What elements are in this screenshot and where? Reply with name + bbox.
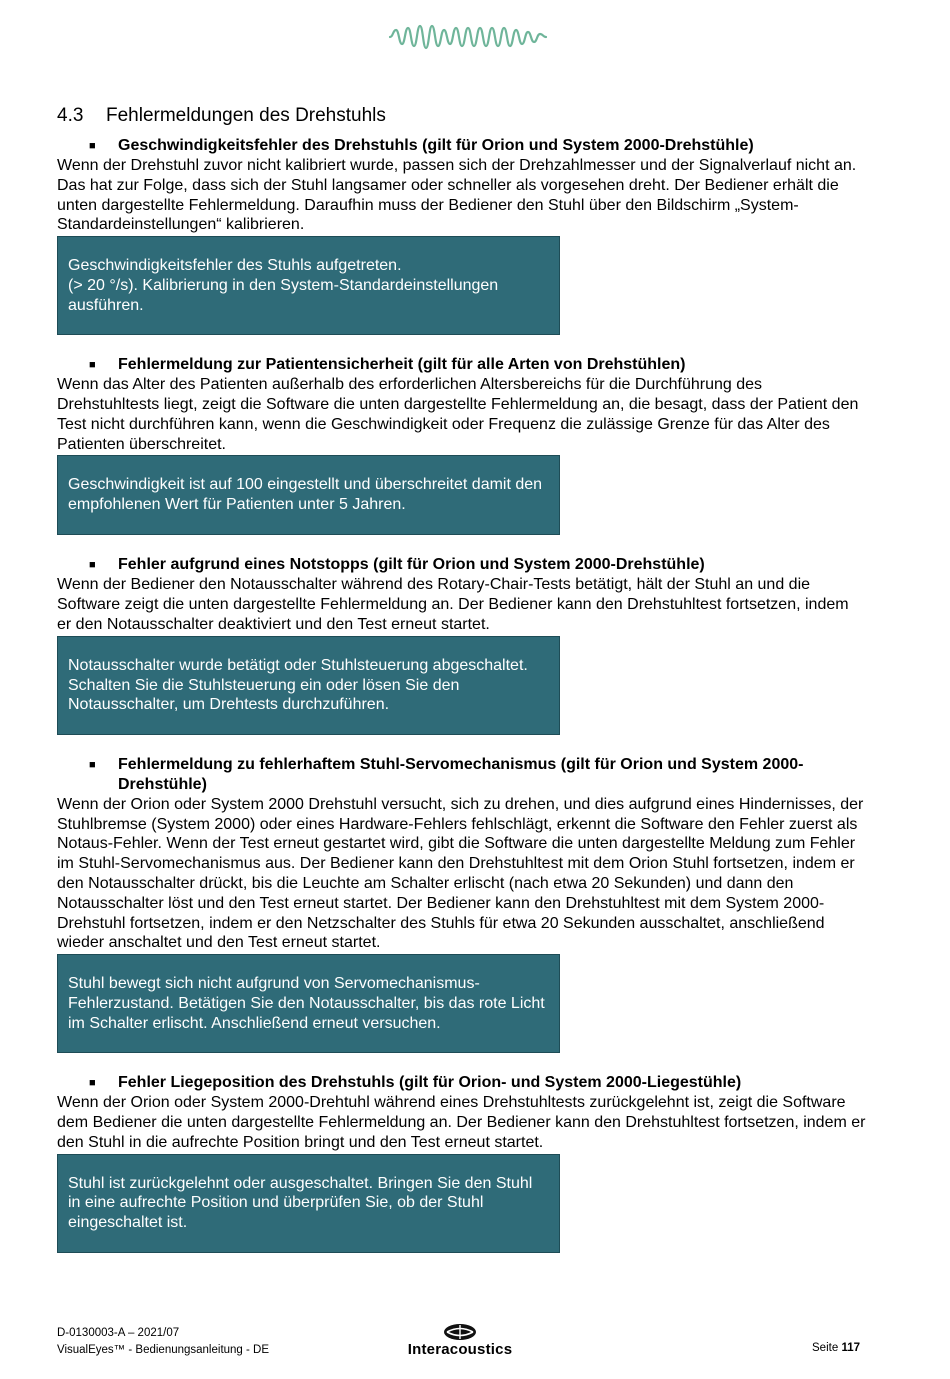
- bullet-icon: ■: [89, 559, 96, 572]
- item-title: Fehler Liegeposition des Drehstuhls (gilt für Orion- und System 2000-Liegestühle): [118, 1074, 742, 1092]
- item-description: Wenn das Alter des Patienten außerhalb des erforderlichen Altersbereichs für die Durchführung des Drehstuhltests liegt, zeigt die Software die unten dargestellte Fehlermeldung an, die besagt, dass der Patient den Test nicht durchführen kann, wenn die Geschwindigkeit oder Frequenz die zulässige Grenze für das Alter des Patienten überschreitet.: [57, 376, 859, 453]
- message-line: Geschwindigkeit ist auf 100 eingestellt und überschreitet damit den empfohlenen Wert für Patienten unter 5 Jahren.: [68, 476, 543, 514]
- message-line: Notausschalter wurde betätigt oder Stuhlsteuerung abgeschaltet. Schalten Sie die Stuhlsteuerung ein oder lösen Sie den Notausschalter, um Drehtests durchzuführen.: [68, 656, 528, 714]
- error-message-box: [57, 954, 560, 1053]
- item-heading: [57, 1073, 867, 1093]
- error-message-box: [57, 1154, 560, 1253]
- item-heading: [57, 555, 867, 575]
- bullet-icon: ■: [89, 1077, 96, 1090]
- item-title: Fehler aufgrund eines Notstopps (gilt für Orion und System 2000-Drehstühle): [118, 556, 705, 574]
- document-id: D-0130003-A – 2021/07: [57, 1327, 180, 1339]
- brand-name: Interacoustics: [407, 1341, 513, 1358]
- bullet-icon: ■: [89, 758, 96, 771]
- bullet-icon: ■: [89, 140, 96, 152]
- main-content: [57, 104, 867, 1253]
- item-heading: [57, 755, 867, 795]
- item-description: Wenn der Orion oder System 2000-Drehtuhl während eines Drehstuhltests zurückgelehnt ist, zeigt die Software dem Bediener die unten dargestellte Fehlermeldung an. Der Bediener kann den Drehstuhltest fortsetzen, indem er den Stuhl in die aufrechte Position bringt und den Test erneut startet.: [57, 1094, 866, 1151]
- item-title: Geschwindigkeitsfehler des Drehstuhls (gilt für Orion und System 2000-Drehstühle): [118, 137, 754, 154]
- error-message-box: [57, 236, 560, 335]
- section-number: 4.3: [57, 105, 84, 126]
- error-item: [57, 136, 867, 335]
- waveform-logo-icon: [388, 22, 548, 52]
- error-item: [57, 1073, 867, 1252]
- bullet-icon: ■: [89, 359, 96, 372]
- message-line: (> 20 °/s). Kalibrierung in den System-Standardeinstellungen ausführen.: [68, 276, 499, 314]
- error-message-box: [57, 636, 560, 735]
- item-description: Wenn der Bediener den Notausschalter während des Rotary-Chair-Tests betätigt, hält der Stuhl an und die Software zeigt die unten dargestellte Fehlermeldung an. Der Bediener kann den Drehstuhltest fortsetzen, indem er den Notausschalter deaktiviert und den Test erneut startet.: [57, 576, 849, 633]
- item-description: Wenn der Drehstuhl zuvor nicht kalibriert wurde, passen sich der Drehzahlmesser und der Signalverlauf nicht an. Das hat zur Folge, dass sich der Stuhl langsamer oder schneller als vorgesehen dreht. Der Bediener erhält die unten dargestellte Fehlermeldung. Daraufhin muss der Bediener den Stuhl über den Bildschirm „System-Standardeinstellungen“ kalibrieren.: [57, 157, 857, 234]
- product-name: VisualEyes™ - Bedienungsanleitung - DE: [57, 1344, 270, 1356]
- interacoustics-logo-icon: [443, 1323, 477, 1341]
- error-item: [57, 355, 867, 535]
- message-line: Stuhl bewegt sich nicht aufgrund von Servomechanismus-Fehlerzustand. Betätigen Sie den Notausschalter, bis das rote Licht im Schalter erlischt. Anschließend erneut versuchen.: [68, 975, 545, 1032]
- message-line: Geschwindigkeitsfehler des Stuhls aufgetreten.: [68, 257, 402, 275]
- footer-brand: [385, 1323, 535, 1358]
- item-heading: [57, 136, 867, 156]
- page-number: [812, 1342, 860, 1354]
- item-title: Fehlermeldung zur Patientensicherheit (gilt für alle Arten von Drehstühlen): [118, 356, 686, 374]
- footer-document-info: [57, 1325, 269, 1359]
- section-heading: [57, 104, 867, 128]
- message-line: Stuhl ist zurückgelehnt oder ausgeschaltet. Bringen Sie den Stuhl in eine aufrechte Position und überprüfen Sie, ob der Stuhl eingeschaltet ist.: [68, 1174, 533, 1232]
- item-title: Fehlermeldung zu fehlerhaftem Stuhl-Servomechanismus (gilt für Orion und System 2000-Drehstühle): [118, 755, 804, 793]
- item-description: Wenn der Orion oder System 2000 Drehstuhl versucht, sich zu drehen, und dies aufgrund eines Hindernisses, der Stuhlbremse (System 2000) oder eines Hardware-Fehlers fehlschlägt, erkennt die Software den Fehler zuerst als Notaus-Fehler. Wenn der Test erneut gestartet wird, gibt die Software die unten dargestellte Meldung zum Fehler im Stuhl-Servomechanismus aus. Der Bediener kann den Drehstuhltest mit dem Orion Stuhl fortsetzen, indem er den Notausschalter drückt, bis die Leuchte am Schalter erlischt (nach etwa 20 Sekunden) und dann den Notausschalter löst und den Test erneut startet. Der Bediener kann den Drehstuhltest mit dem System 2000-Drehstuhl fortsetzen, indem er den Netzschalter des Stuhls für etwa 20 Sekunden ausschaltet, anschließend wieder anschaltet und den Test erneut startet.: [57, 795, 864, 952]
- error-item: [57, 555, 867, 734]
- page-label: Seite: [812, 1342, 842, 1354]
- section-title: Fehlermeldungen des Drehstuhls: [106, 105, 386, 126]
- error-item: [57, 755, 867, 1053]
- error-message-box: [57, 455, 560, 535]
- item-heading: [57, 355, 867, 375]
- page-number-value: 117: [841, 1342, 860, 1354]
